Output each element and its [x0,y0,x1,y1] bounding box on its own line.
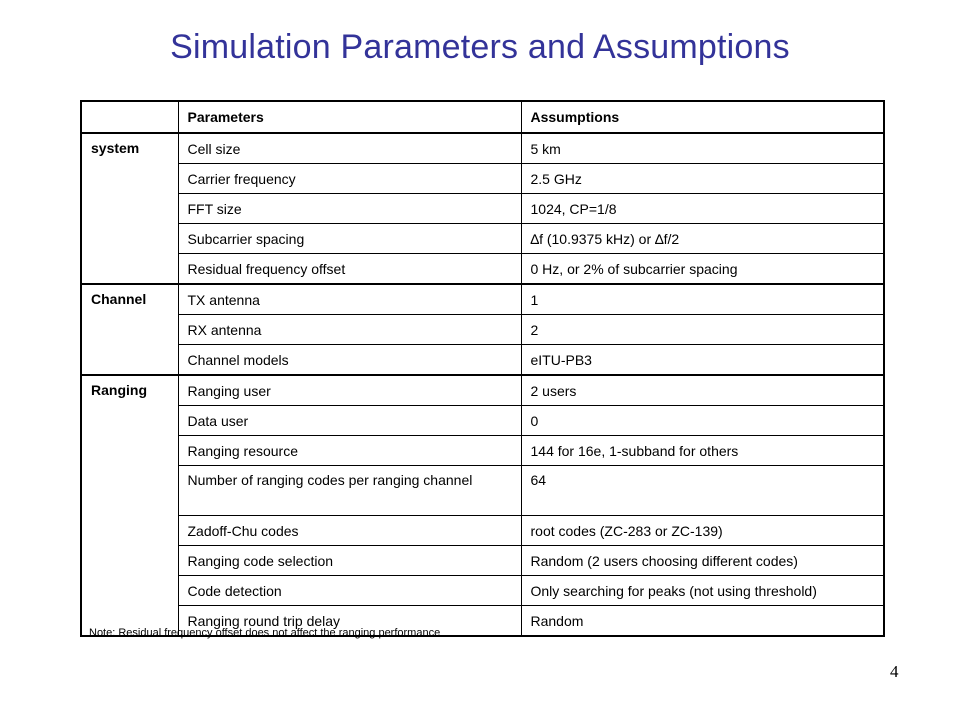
assumption-cell: 2 users [521,375,884,406]
parameter-cell: Channel models [178,345,521,376]
table-row [81,254,884,285]
assumption-cell: 2 [521,315,884,345]
group-label-system: system [81,133,178,284]
table-row [81,406,884,436]
assumption-cell: 0 Hz, or 2% of subcarrier spacing [521,254,884,285]
parameter-cell: Subcarrier spacing [178,224,521,254]
table-row [81,576,884,606]
parameter-cell: Carrier frequency [178,164,521,194]
parameter-cell: Code detection [178,576,521,606]
page-number: 4 [890,662,899,681]
parameter-cell: Cell size [178,133,521,164]
assumption-cell: Random (2 users choosing different codes) [521,546,884,576]
table-row [81,466,884,516]
assumption-cell: ∆f (10.9375 kHz) or ∆f/2 [521,224,884,254]
assumption-cell: 5 km [521,133,884,164]
group-label-ranging: Ranging [81,375,178,636]
table-row [81,436,884,466]
slide-title: Simulation Parameters and Assumptions [170,28,790,66]
parameters-table [80,100,885,637]
assumption-cell: Random [521,606,884,637]
parameter-cell: Ranging user [178,375,521,406]
assumption-cell: Only searching for peaks (not using threshold) [521,576,884,606]
assumption-cell: 2.5 GHz [521,164,884,194]
table-row [81,224,884,254]
assumption-cell: 144 for 16e, 1-subband for others [521,436,884,466]
assumption-cell: 64 [521,466,884,516]
parameter-cell: Number of ranging codes per ranging channel [178,466,521,516]
header-assumptions: Assumptions [521,101,884,133]
parameter-cell: Data user [178,406,521,436]
footnote: Note: Residual frequency offset does not affect the ranging performance [89,627,441,639]
table-row [81,516,884,546]
assumption-cell: 0 [521,406,884,436]
table-header-row [81,101,884,133]
header-parameters: Parameters [178,101,521,133]
table-row [81,194,884,224]
table-row [81,315,884,345]
table-row [81,164,884,194]
parameter-cell: Zadoff-Chu codes [178,516,521,546]
assumption-cell: 1 [521,284,884,315]
table-row [81,133,884,164]
parameter-cell: RX antenna [178,315,521,345]
parameter-cell: FFT size [178,194,521,224]
table-row [81,345,884,376]
assumption-cell: 1024, CP=1/8 [521,194,884,224]
parameter-cell: Ranging round trip delay [178,606,521,637]
group-label-channel: Channel [81,284,178,375]
table-row [81,375,884,406]
parameter-cell: TX antenna [178,284,521,315]
assumption-cell: eITU-PB3 [521,345,884,376]
parameter-cell: Residual frequency offset [178,254,521,285]
parameter-cell: Ranging resource [178,436,521,466]
header-group-cell [81,101,178,133]
assumption-cell: root codes (ZC-283 or ZC-139) [521,516,884,546]
parameter-cell: Ranging code selection [178,546,521,576]
table-row [81,284,884,315]
table-row [81,546,884,576]
